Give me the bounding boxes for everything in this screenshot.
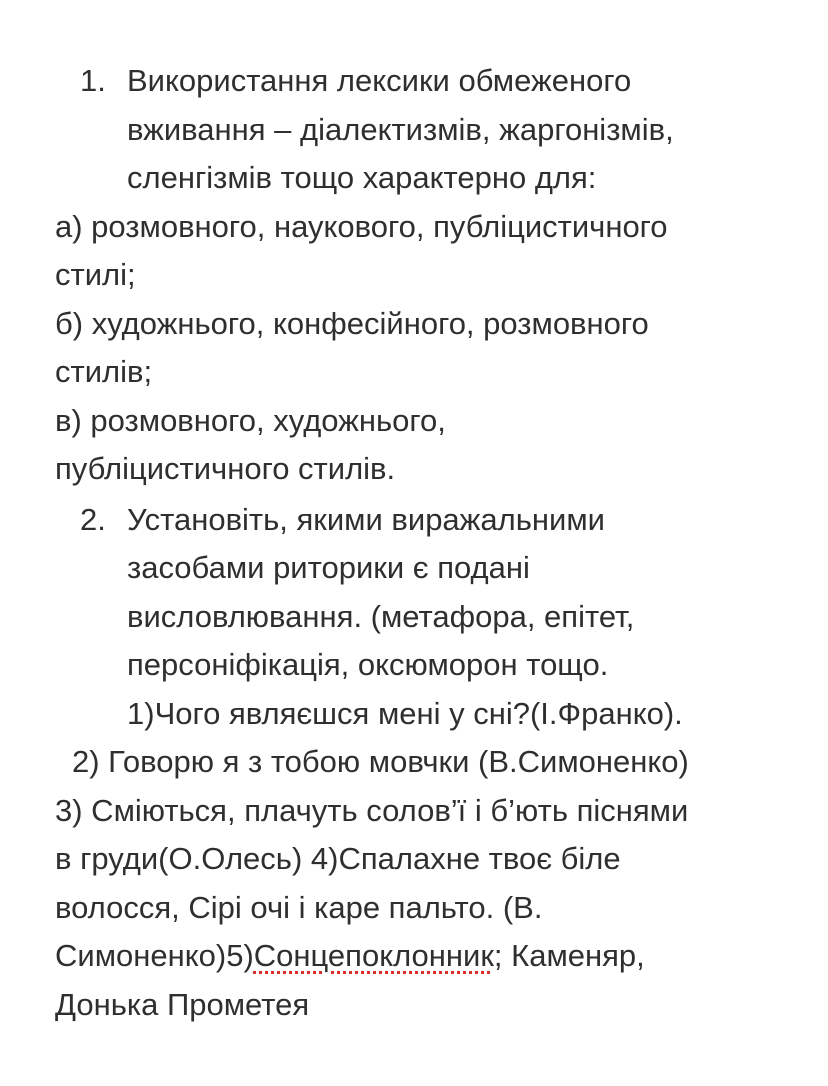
- misspelled-word[interactable]: Сонцепоклонник: [253, 938, 494, 973]
- question-1-line-3: сленгізмів тощо характерно для:: [127, 160, 597, 195]
- question-2-example-4-cont: волосся, Сірі очі і каре пальто. (В.: [55, 890, 543, 925]
- option-b-line-1: б) художнього, конфесійного, розмовного: [55, 306, 649, 341]
- option-b-line-2: стилів;: [55, 354, 153, 389]
- option-a-line-2: стилі;: [55, 257, 136, 292]
- question-2-final-line: Донька Прометея: [55, 987, 310, 1022]
- question-2-line-1: Установіть, якими виражальними: [127, 502, 605, 537]
- example-5-suffix: ; Каменяр,: [493, 938, 645, 973]
- question-2-line-3: висловлювання. (метафора, епітет,: [127, 599, 635, 634]
- question-2-example-3-cont: в груди(О.Олесь) 4)Спалахне твоє біле: [55, 841, 621, 876]
- option-c-line-2: публіцистичного стилів.: [55, 451, 396, 486]
- question-2-line-2: засобами риторики є подані: [127, 550, 530, 585]
- question-1-number: 1.: [80, 63, 106, 98]
- question-2-example-2: 2) Говорю я з тобою мовчки (В.Симоненко): [72, 744, 689, 779]
- question-2-example-5-line: [55, 936, 645, 976]
- question-1-line-2: вживання – діалектизмів, жаргонізмів,: [127, 112, 674, 147]
- question-2-number: 2.: [80, 502, 106, 537]
- question-2-line-4: персоніфікація, оксюморон тощо.: [127, 647, 609, 682]
- option-c-line-1: в) розмовного, художнього,: [55, 403, 446, 438]
- question-1-line-1: Використання лексики обмеженого: [127, 63, 632, 98]
- question-2-example-3: 3) Сміються, плачуть солов’ї і б’ють піснями: [55, 793, 689, 828]
- example-5-prefix: Симоненко)5): [55, 938, 254, 973]
- option-a-line-1: а) розмовного, наукового, публіцистичного: [55, 209, 668, 244]
- question-2-line-5: 1)Чого являєшся мені у сні?(І.Франко).: [127, 696, 683, 731]
